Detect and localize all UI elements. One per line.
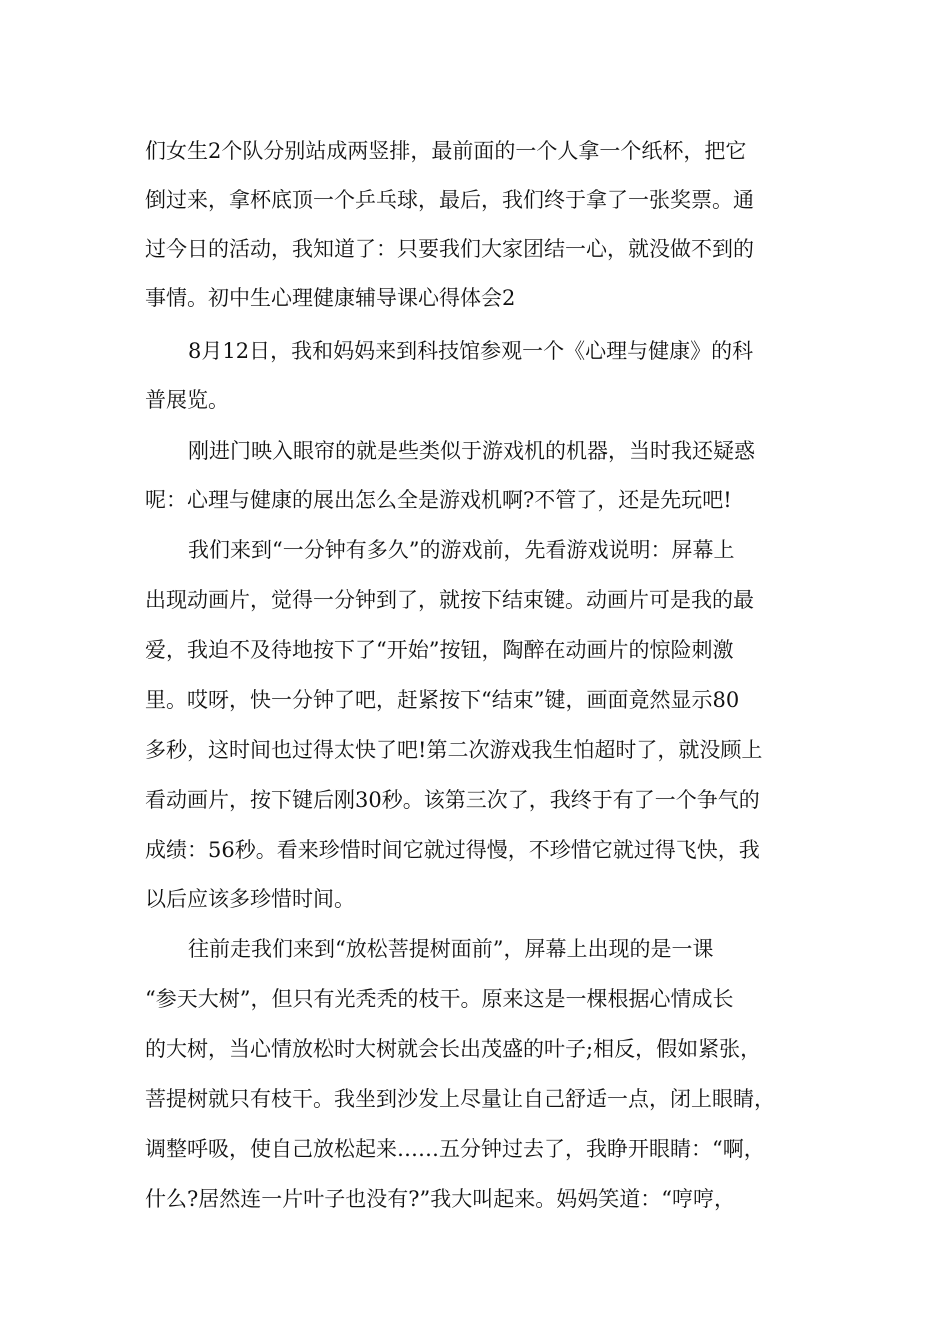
text-line: 8月12日，我和妈妈来到科技馆参观一个《心理与健康》的科 [188,339,754,363]
text-line: 多秒，这时间也过得太快了吧!第二次游戏我生怕超时了，就没顾上 [145,738,763,762]
text-line: 呢：心理与健康的展出怎么全是游戏机啊?不管了，还是先玩吧! [145,488,732,512]
text-line: 过今日的活动，我知道了：只要我们大家团结一心，就没做不到的 [145,237,754,261]
text-line: 里。哎呀，快一分钟了吧，赶紧按下“结束”键，画面竟然显示80 [145,688,740,712]
text-line: 事情。初中生心理健康辅导课心得体会2 [145,286,516,310]
text-line: 倒过来，拿杯底顶一个乒乓球，最后，我们终于拿了一张奖票。通 [145,188,754,212]
text-line: 们女生2个队分别站成两竖排，最前面的一个人拿一个纸杯，把它 [145,139,747,163]
text-line: 我们来到“一分钟有多久”的游戏前，先看游戏说明：屏幕上 [188,538,735,562]
text-line: 的大树，当心情放松时大树就会长出茂盛的叶子;相反，假如紧张， [145,1037,762,1061]
text-line: 出现动画片，觉得一分钟到了，就按下结束键。动画片可是我的最 [145,588,754,612]
text-line: 菩提树就只有枝干。我坐到沙发上尽量让自己舒适一点，闭上眼睛， [145,1087,775,1111]
text-line: 刚进门映入眼帘的就是些类似于游戏机的机器，当时我还疑惑 [188,439,755,463]
text-line: “参天大树”，但只有光秃秃的枝干。原来这是一棵根据心情成长 [145,987,734,1011]
text-line: 往前走我们来到“放松菩提树面前”，屏幕上出现的是一课 [188,937,714,961]
text-line: 以后应该多珍惜时间。 [145,887,355,911]
text-line: 普展览。 [145,388,229,412]
text-line: 看动画片，按下键后刚30秒。该第三次了，我终于有了一个争气的 [145,788,760,812]
text-line: 调整呼吸，使自己放松起来……五分钟过去了，我睁开眼睛：“啊， [145,1137,765,1161]
text-line: 爱，我迫不及待地按下了“开始”按钮，陶醉在动画片的惊险刺激 [145,638,734,662]
text-line: 成绩：56秒。看来珍惜时间它就过得慢，不珍惜它就过得飞快，我 [145,838,760,862]
text-line: 什么?居然连一片叶子也没有?”我大叫起来。妈妈笑道：“哼哼， [145,1187,735,1211]
